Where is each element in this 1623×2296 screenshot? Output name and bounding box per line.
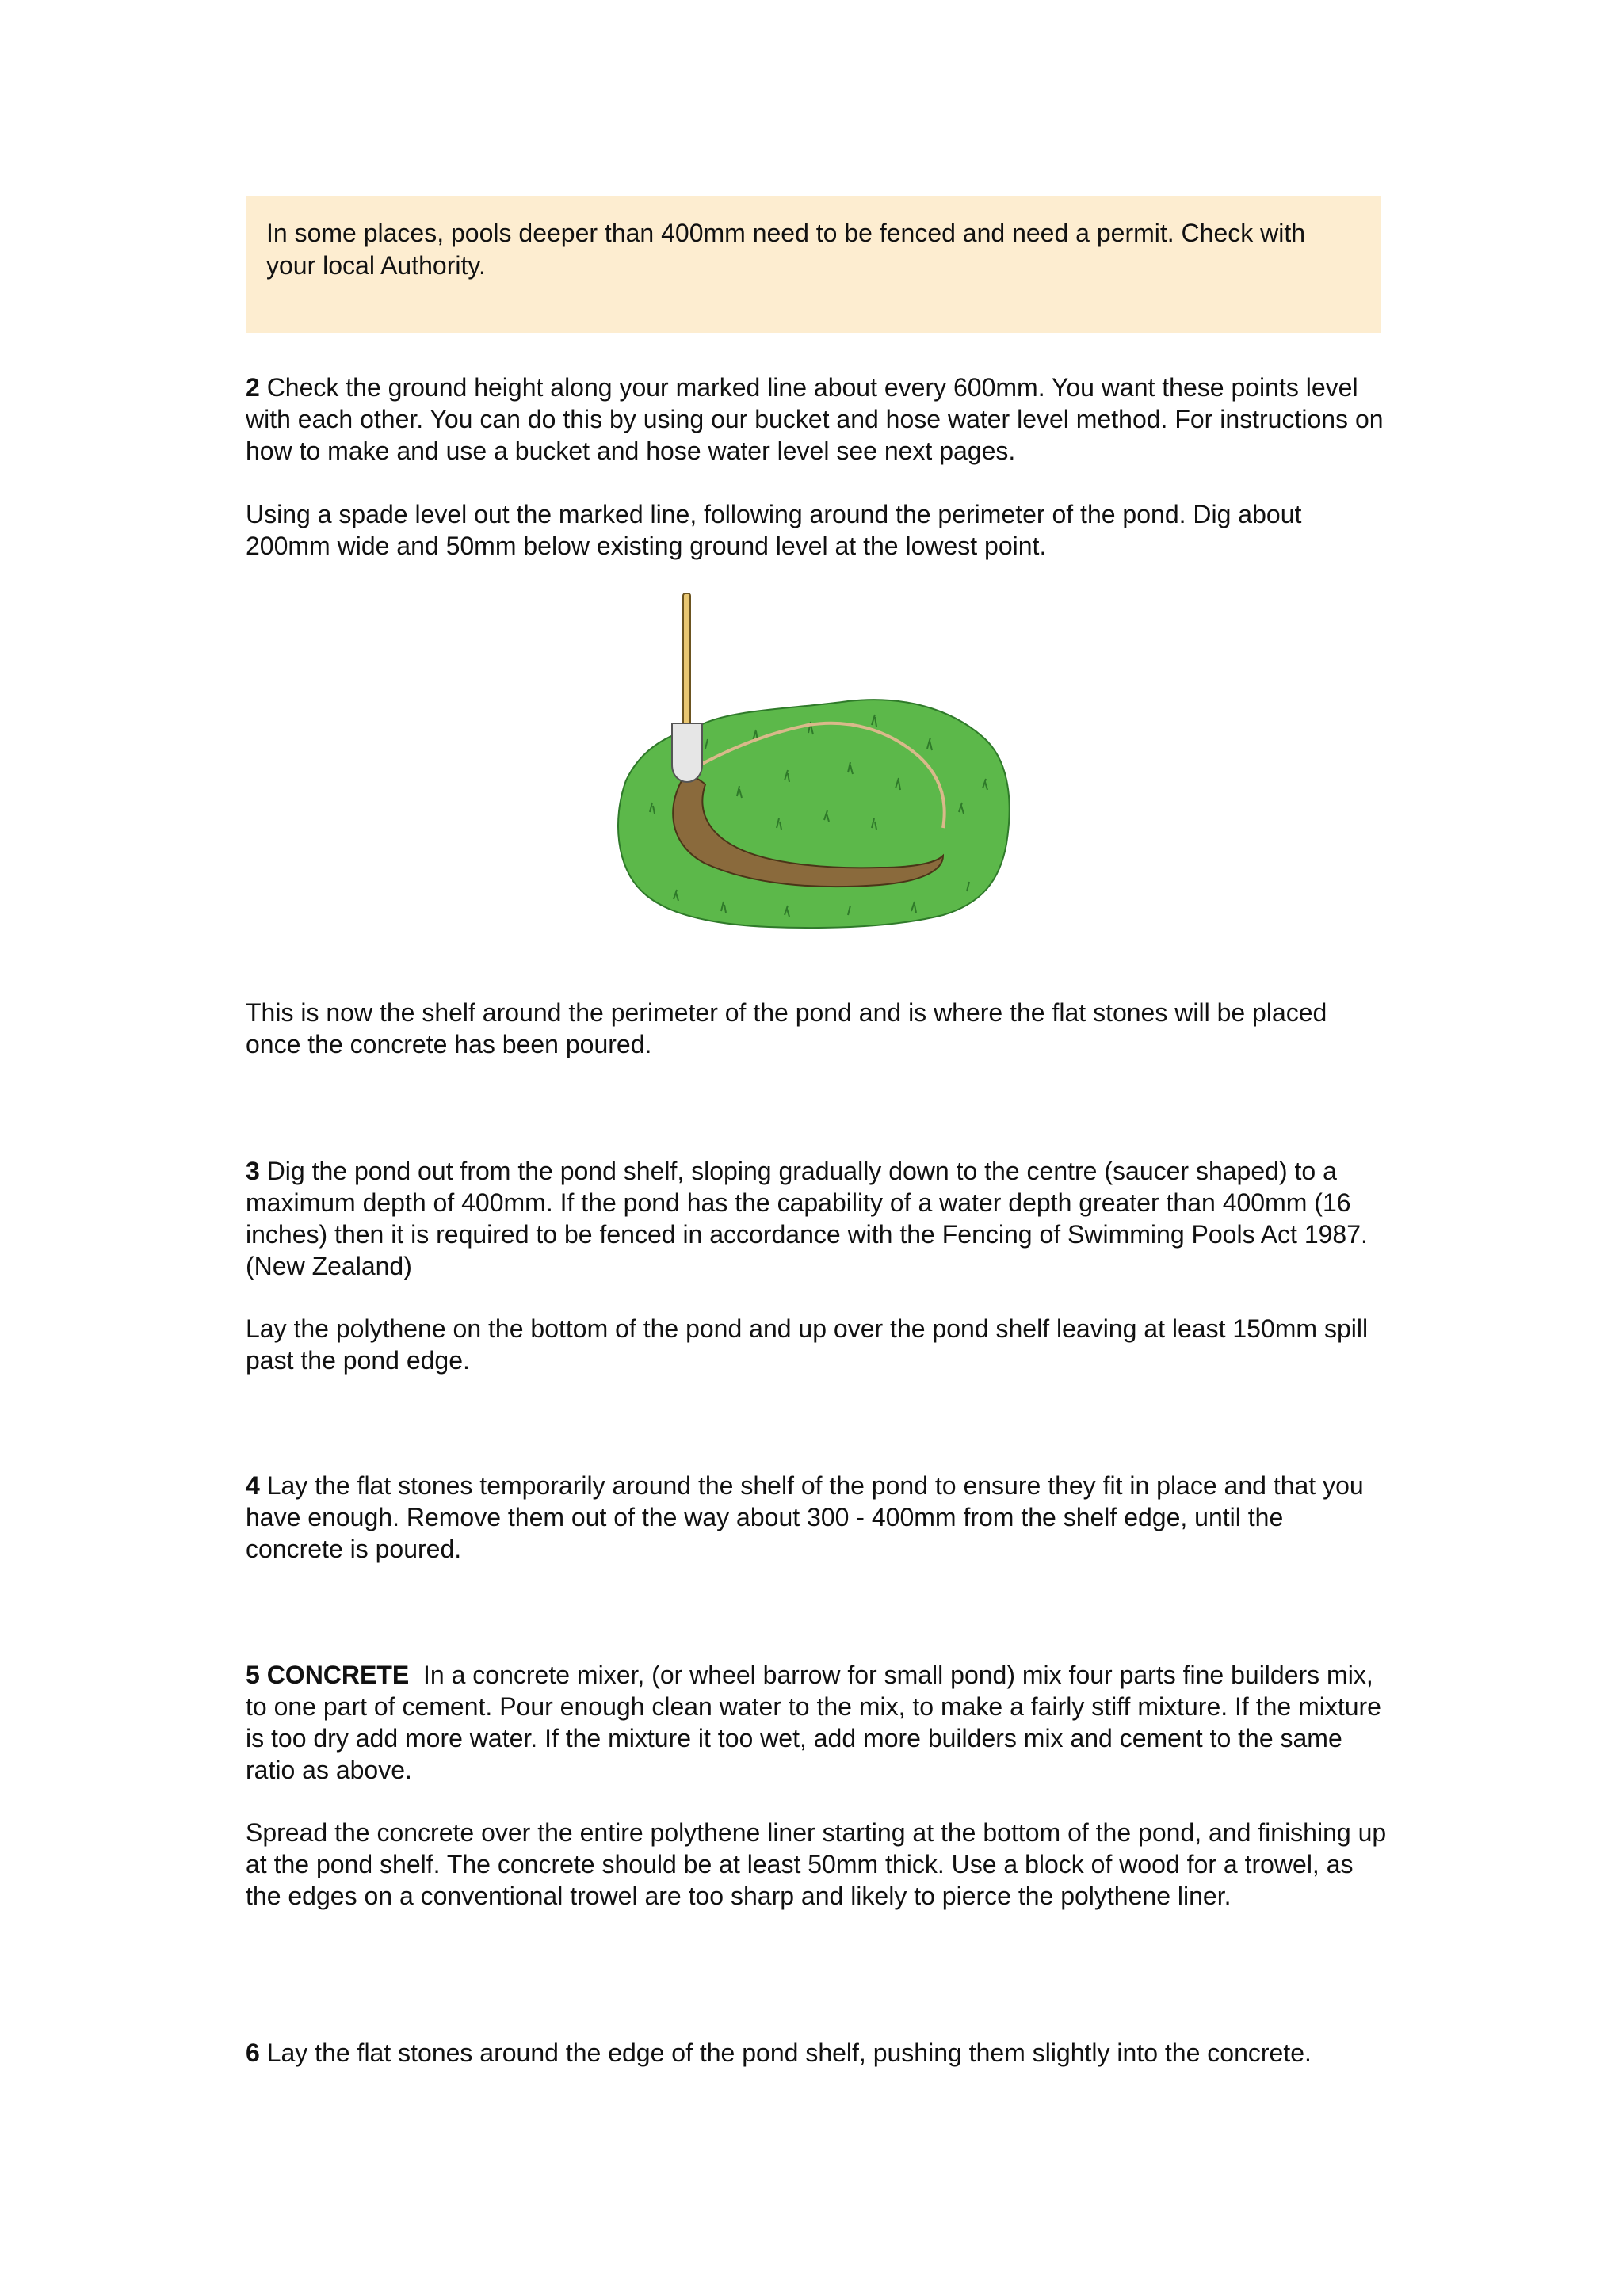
step-4-paragraph: [246, 1470, 1387, 1565]
step-3-paragraph-2: Lay the polythene on the bottom of the pond and up over the pond shelf leaving at least 150mm spill past the pond edge.: [246, 1314, 1369, 1375]
permit-note-box: [246, 196, 1381, 333]
step-6-number: 6: [246, 2039, 260, 2067]
step-3-number: 3: [246, 1157, 260, 1185]
step-5-heading: 5 CONCRETE: [246, 1661, 410, 1689]
step-6-text: Lay the flat stones around the edge of the pond shelf, pushing them slightly into the concrete.: [266, 2039, 1312, 2067]
spade-blade: [672, 723, 702, 782]
spade-handle: [683, 593, 690, 728]
permit-note-text: In some places, pools deeper than 400mm need to be fenced and need a permit. Check with your local Authority.: [266, 219, 1306, 280]
shelf-note-paragraph: This is now the shelf around the perimeter of the pond and is where the flat stones will be placed once the concrete has been poured.: [246, 998, 1327, 1058]
step-4-text: Lay the flat stones temporarily around the shelf of the pond to ensure they fit in place and that you have enough. Remove them out of the way about 300 - 400mm from the shelf edge, until the concrete is poured.: [246, 1471, 1364, 1563]
step-5-text: In a concrete mixer, (or wheel barrow for small pond) mix four parts fine builders mix, to one part of cement. Pour enough clean water to the mix, to make a fairly stiff mixture. If the mixture is too dry add more water. If the mixture it too wet, add more builders mix and cement to the same ratio as above.: [246, 1661, 1381, 1784]
step-2-paragraph-2: Using a spade level out the marked line, following around the perimeter of the pond. Dig about 200mm wide and 50mm below existing ground level at the lowest point.: [246, 500, 1302, 560]
step-4-number: 4: [246, 1471, 260, 1500]
step-2-paragraph: [246, 372, 1387, 467]
step-5-paragraph: [246, 1659, 1387, 1786]
step-5-paragraph-2: Spread the concrete over the entire polythene liner starting at the bottom of the pond, and finishing up at the pond shelf. The concrete should be at least 50mm thick. Use a block of wood for a trowel, as the edges on a conventional trowel are too sharp and likely to pierce the polythene liner.: [246, 1818, 1387, 1910]
spade-and-dug-shelf-illustration: [610, 590, 1014, 935]
step-2-text: Check the ground height along your marked line about every 600mm. You want these points level with each other. You can do this by using our bucket and hose water level method. For instructions on how to make and use a bucket and hose water level see next pages.: [246, 373, 1384, 465]
step-3-text: Dig the pond out from the pond shelf, sloping gradually down to the centre (saucer shaped) to a maximum depth of 400mm. If the pond has the capability of a water depth greater than 400mm (16 inches) then it is required to be fenced in accordance with the Fencing of Swimming Pools Act 1987. (New Zealand): [246, 1157, 1368, 1280]
step-2-number: 2: [246, 373, 260, 402]
step-6-paragraph: [246, 2037, 1387, 2069]
step-3-paragraph: [246, 1155, 1387, 1282]
